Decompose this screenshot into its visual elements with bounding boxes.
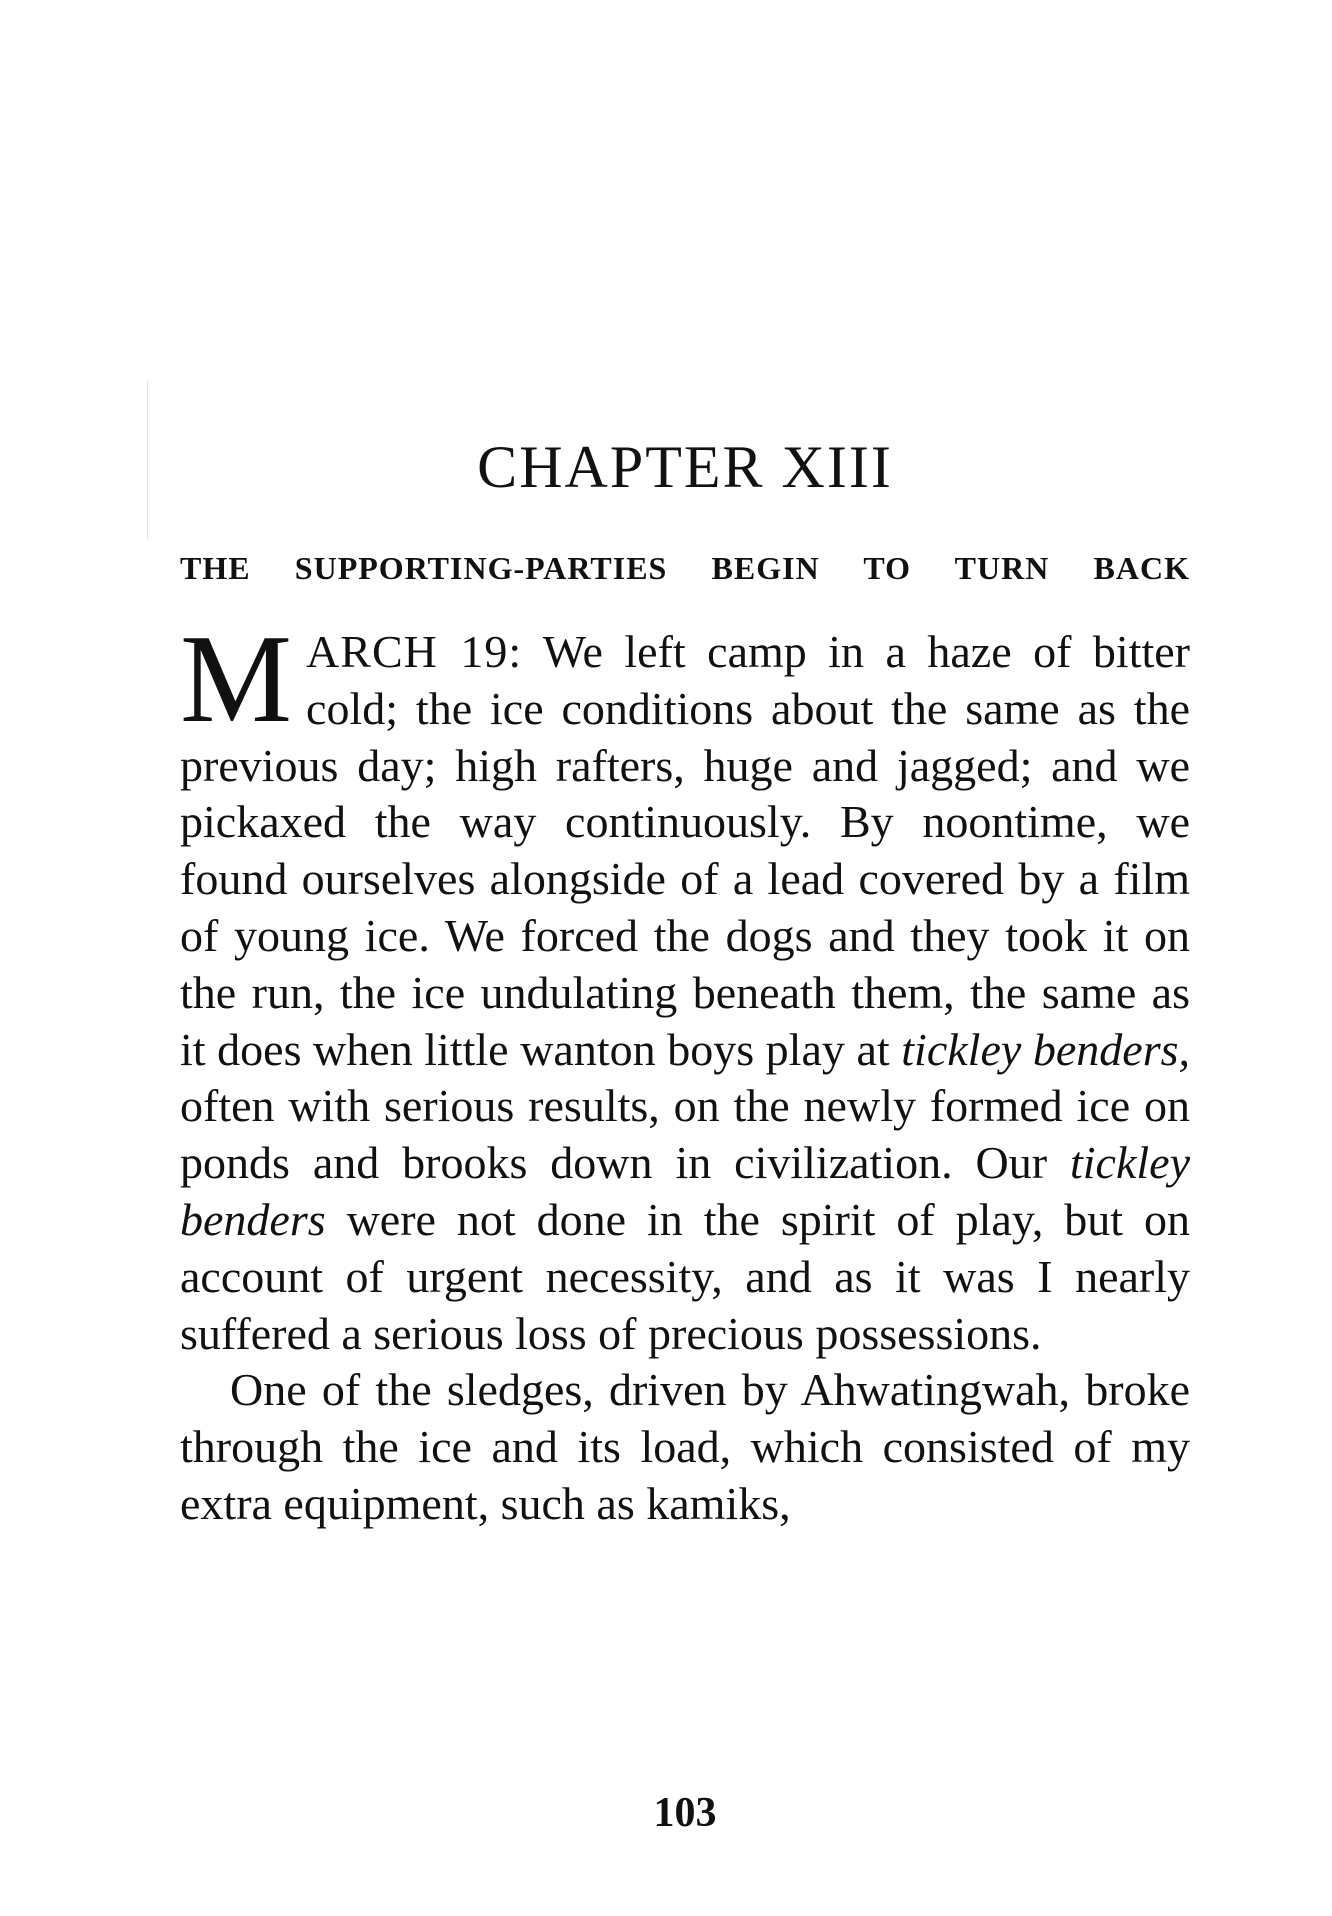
- italic-term-1: tickley benders,: [901, 1023, 1190, 1075]
- lead-caps: ARCH 19:: [306, 626, 523, 677]
- paragraph-2: One of the sledges, driven by Ahwatingwah, broke through the ice and its load, which consisted of my extra equipment, such as kamiks,: [180, 1364, 1190, 1529]
- chapter-heading: CHAPTER XIII: [477, 434, 893, 500]
- italic-term-2: tickley benders: [180, 1137, 1190, 1245]
- paragraph-1: [180, 610, 1190, 1362]
- body-text: [180, 610, 1190, 1533]
- chapter-subtitle: THE SUPPORTING-PARTIES BEGIN TO TURN BACK: [180, 550, 1190, 586]
- paragraph-1-text-2: often with serious results, on the newly formed ice on ponds and brooks down in civilization. Our: [180, 1080, 1190, 1189]
- drop-cap: M: [180, 610, 293, 749]
- paragraph-1-text-1: We left camp in a haze of bitter cold; the ice conditions about the same as the previous day; high rafters, huge and jagged; and we pickaxed the way continuously. By noontime, we found ourselves alongside of a lead covered by a film of young ice. We forced the dogs and they took it on the run, the ice undulating beneath them, the same as it does when little wanton boys play at: [180, 626, 1190, 1075]
- gutter-shadow: [147, 380, 148, 540]
- page-number: 103: [653, 1790, 717, 1836]
- paragraph-1-text-3: were not done in the spirit of play, but on account of urgent necessity, and as it was I nearly suffered a serious loss of precious possessions.: [180, 1193, 1190, 1359]
- book-page: [180, 0, 1190, 1916]
